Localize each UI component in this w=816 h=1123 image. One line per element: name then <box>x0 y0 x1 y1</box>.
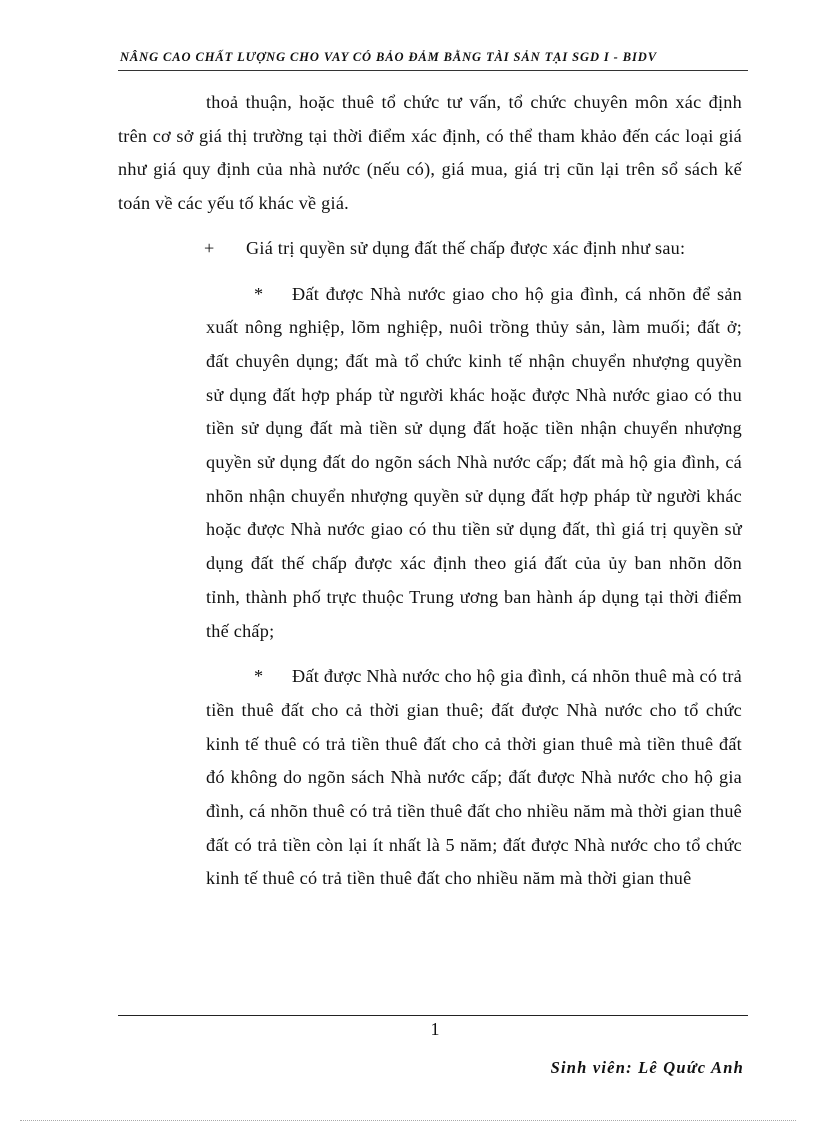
paragraph-continuation: thoả thuận, hoặc thuê tổ chức tư vấn, tổ chức chuyên môn xác định trên cơ sở giá thị trường tại thời điểm xác định, có thể tham khảo đến các loại giá như giá quy định của nhà nước (nếu có), giá mua, giá trị cũn lại trên sổ sách kế toán về các yếu tố khác về giá. <box>118 92 742 214</box>
bullet-item-1 <box>206 278 742 649</box>
asterisk-marker: * <box>254 666 264 687</box>
bullet-item-1-text: Đất được Nhà nước giao cho hộ gia đình, cá nhõn để sản xuất nông nghiệp, lõm nghiệp, nuôi trồng thủy sản, làm muối; đất ở; đất chuyên dụng; đất mà tổ chức kinh tế nhận chuyển nhượng quyền sử dụng đất hợp pháp từ người khác hoặc được Nhà nước giao có thu tiền sử dụng đất mà tiền sử dụng đất hoặc tiền nhận chuyển nhượng quyền sử dụng đất do ngõn sách Nhà nước cấp; đất mà hộ gia đình, cá nhõn nhận chuyển nhượng quyền sử dụng đất hợp pháp từ người khác hoặc được Nhà nước giao có thu tiền sử dụng đất, thì giá trị quyền sử dụng đất thế chấp được xác định theo giá đất của ủy ban nhõn dõn tỉnh, thành phố trực thuộc Trung ương ban hành áp dụng tại thời điểm thế chấp; <box>206 283 742 641</box>
page-edge-divider <box>20 1120 796 1121</box>
plus-item-text: Giá trị quyền sử dụng đất thế chấp được xác định như sau: <box>246 237 686 258</box>
plus-marker: + <box>204 237 215 258</box>
page-number: 1 <box>430 1019 440 1039</box>
footer-rule <box>118 1015 748 1016</box>
running-header: NÂNG CAO CHẤT LƯỢNG CHO VAY CÓ BẢO ĐẢM BẰNG TÀI SẢN TẠI SGD I - BIDV <box>120 50 657 64</box>
student-name: Sinh viên: Lê Quức Anh <box>550 1058 744 1077</box>
bullet-item-2 <box>206 660 742 896</box>
asterisk-marker: * <box>254 283 264 304</box>
body-text <box>118 86 742 896</box>
bullet-list <box>206 278 742 897</box>
bullet-item-2-text: Đất được Nhà nước cho hộ gia đình, cá nhõn thuê mà có trả tiền thuê đất cho cả thời gian thuê; đất được Nhà nước cho tổ chức kinh tế thuê có trả tiền thuê đất cho cả thời gian thuê mà tiền thuê đất đó không do ngõn sách Nhà nước cấp; đất được Nhà nước cho hộ gia đình, cá nhõn thuê có trả tiền thuê đất cho nhiều năm mà thời gian thuê đất có trả tiền còn lại ít nhất là 5 năm; đất được Nhà nước cho tổ chức kinh tế thuê có trả tiền thuê đất cho nhiều năm mà thời gian thuê <box>206 666 742 889</box>
paragraph-plus-item <box>118 232 742 266</box>
header-rule <box>118 70 748 71</box>
